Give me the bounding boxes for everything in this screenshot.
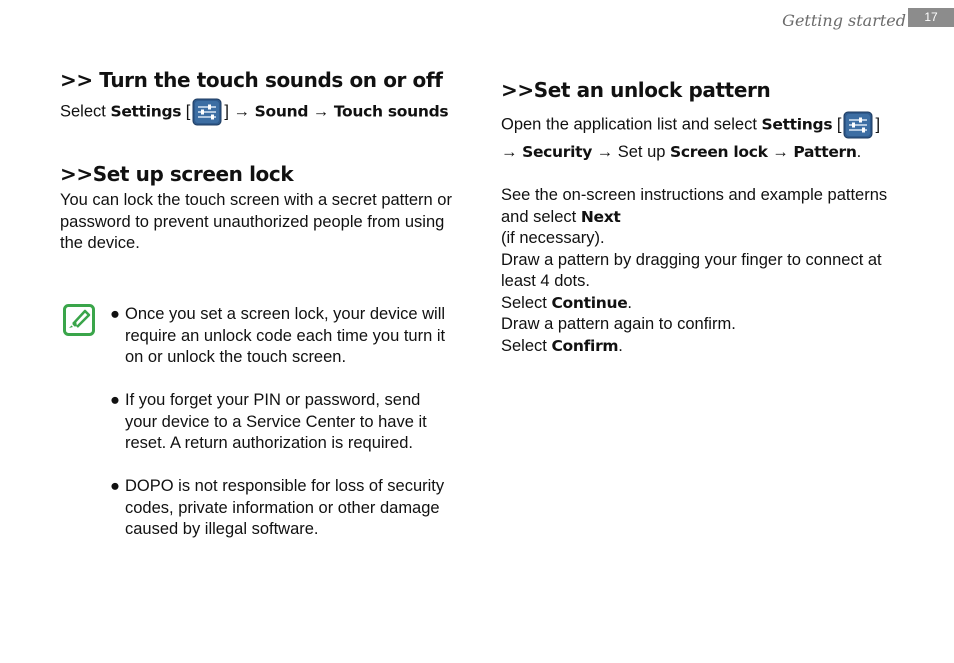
chapter-title: Getting started: [782, 11, 906, 30]
sound-label: Sound: [254, 102, 309, 121]
unlock-step-5: Draw a pattern again to confirm.: [501, 315, 736, 333]
right-column: [501, 78, 901, 357]
page-number: 17: [908, 8, 954, 27]
settings-label: Settings: [761, 115, 833, 134]
notes-list: [110, 304, 455, 562]
note-item: ● If you forget your PIN or password, send your device to a Service Center to have it reset. A return authorization is required.: [110, 391, 427, 452]
pattern-label: Pattern: [793, 143, 857, 161]
unlock-step-2: See the on-screen instructions and example patterns and select Next (if necessary).: [501, 186, 888, 247]
unlock-pattern-heading: >>Set an unlock pattern: [501, 78, 771, 102]
touch-sounds-heading: >> Turn the touch sounds on or off: [60, 68, 443, 92]
screen-lock-body: You can lock the touch screen with a secret pattern or password to prevent unauthorized people from using the device.: [60, 191, 452, 252]
touch-sounds-instruction: Select Settings [ ] → Sound → Touch sounds: [60, 98, 460, 126]
next-label: Next: [580, 207, 621, 226]
security-label: Security: [522, 143, 593, 161]
settings-icon: [192, 98, 222, 126]
unlock-step-6: Select Confirm.: [501, 336, 623, 355]
confirm-label: Confirm: [551, 336, 619, 355]
note-item: ● DOPO is not responsible for loss of security codes, private information or other damage caused by illegal software.: [110, 477, 445, 538]
settings-label: Settings: [110, 102, 182, 121]
note-item: ● Once you set a screen lock, your device will require an unlock code each time you turn it on or unlock the touch screen.: [110, 305, 446, 366]
unlock-step-4: Select Continue.: [501, 293, 633, 312]
screen-lock-heading: >>Set up screen lock: [60, 162, 294, 186]
unlock-step-1: Open the application list and select Settings [ ] → Security → Set up Screen lock → Pattern.: [501, 111, 901, 166]
left-column: [60, 68, 460, 255]
continue-label: Continue: [551, 293, 628, 312]
touch-sounds-label: Touch sounds: [333, 102, 449, 121]
screen-lock-label: Screen lock: [670, 143, 768, 161]
settings-icon: [843, 111, 873, 139]
unlock-step-3: Draw a pattern by dragging your finger to connect at least 4 dots.: [501, 250, 882, 290]
page-header: [782, 8, 954, 30]
note-pencil-icon: [63, 304, 95, 336]
